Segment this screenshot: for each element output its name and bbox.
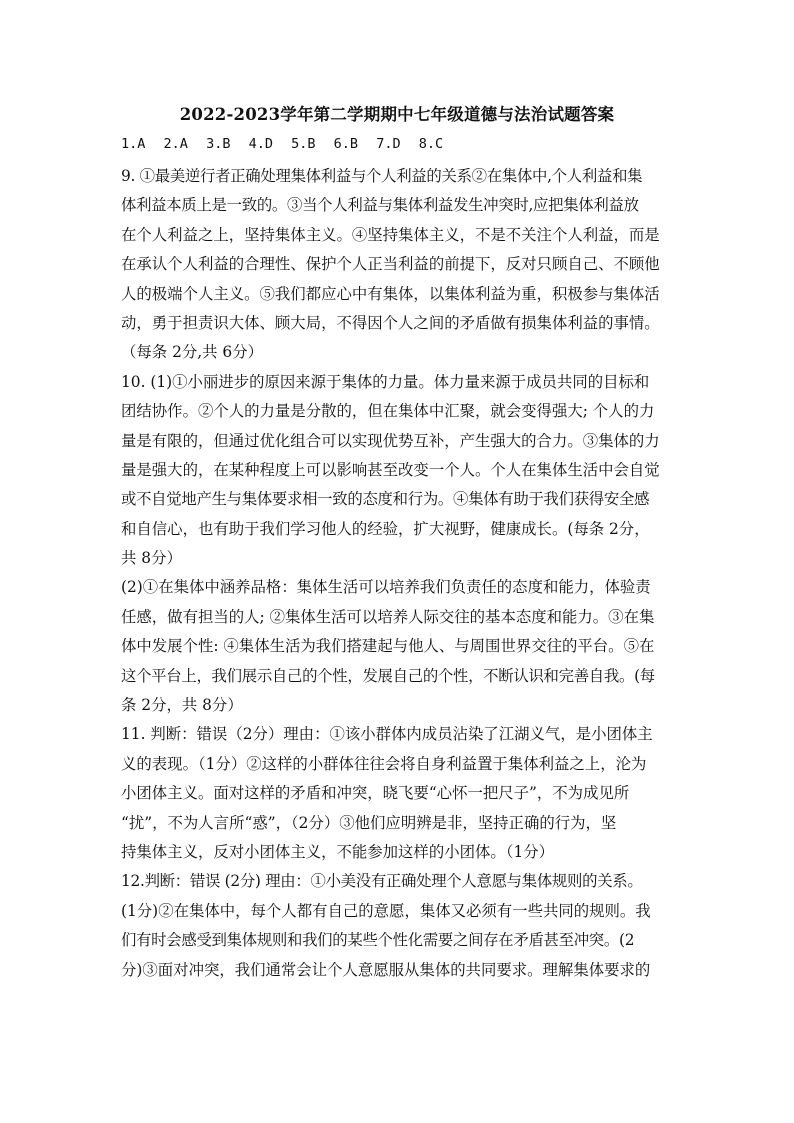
text-line: (2)①在集体中涵养品格：集体生活可以培养我们负责任的态度和能力，体验责 [121, 578, 651, 597]
text-line: 或不自觉地产生与集体要求相一致的态度和行为。④集体有助于我们获得安全感 [121, 490, 650, 509]
text-line: 11. 判断：错误（2分）理由：①该小群体内成员沾染了江湖义气，是小团体主 [121, 725, 653, 744]
text-line: 在个人利益之上，坚持集体主义。④坚持集体主义，不是不关注个人利益，而是 [121, 225, 660, 244]
text-line: 们有时会感受到集体规则和我们的某些个性化需要之间存在矛盾甚至冲突。(2 [121, 931, 635, 950]
text-line: （每条 2分,共 6分） [121, 343, 263, 362]
text-line: 和自信心，也有助于我们学习他人的经验，扩大视野，健康成长。(每条 2分， [121, 519, 650, 538]
choice-answer: 6.B [333, 136, 359, 152]
answer-body [121, 162, 677, 985]
text-line: 义的表现。（1分）②这样的小群体往往会将自身利益置于集体利益之上，沦为 [121, 754, 647, 773]
text-line: 量是强大的，在某种程度上可以影响甚至改变一个人。个人在集体生活中会自觉 [121, 460, 660, 479]
text-line: 12.判断：错误 (2分) 理由：①小美没有正确处理个人意愿与集体规则的关系。 [121, 872, 643, 891]
text-line: 在承认个人利益的合理性、保护个人正当利益的前提下，反对只顾自己、不顾他 [121, 255, 660, 274]
text-line: 9. ①最美逆行者正确处理集体利益与个人利益的关系②在集体中,个人利益和集 [121, 167, 643, 185]
page-title: 2022-2023学年第二学期期中七年级道德与法治试题答案 [179, 105, 615, 124]
text-line: (1分)②在集体中，每个人都有自己的意愿，集体又必须有一些共同的规则。我 [121, 901, 651, 920]
choice-answer: 3.B [206, 136, 231, 152]
choice-answer: 8.C [418, 136, 444, 152]
choice-answer: 4.D [248, 136, 273, 152]
choice-answers [121, 136, 453, 152]
text-line: 团结协作。②个人的力量是分散的，但在集体中汇聚，就会变得强大; 个人的力 [121, 402, 655, 421]
text-line: 量是有限的，但通过优化组合可以实现优势互补，产生强大的合力。③集体的力 [121, 431, 660, 450]
text-line: 10. (1)①小丽进步的原因来源于集体的力量。体力量来源于成员共同的目标和 [121, 372, 650, 391]
text-line: 任感，做有担当的人; ②集体生活可以培养人际交往的基本态度和能力。③在集 [121, 607, 655, 626]
text-line: 持集体主义，反对小团体主义，不能参加这样的小团体。（1分） [121, 842, 555, 861]
text-line: “扰”，不为人言所“惑”，（2分）③他们应明辨是非，坚持正确的行为，坚 [121, 813, 617, 832]
text-line: 这个平台上，我们展示自己的个性，发展自己的个性，不断认识和完善自我。(每 [121, 666, 655, 685]
text-line: 条 2分，共 8分） [121, 696, 243, 715]
choice-answer: 1.A [121, 136, 146, 152]
text-line: 人的极端个人主义。⑤我们都应心中有集体，以集体利益为重，积极参与集体活 [121, 284, 660, 303]
text-line: 体利益本质上是一致的。③当个人利益与集体利益发生冲突时,应把集体利益放 [121, 196, 639, 215]
text-line: 小团体主义。面对这样的矛盾和冲突，晓飞要“心怀一把尺子”，不为成见所 [121, 784, 630, 803]
choice-answer: 7.D [376, 136, 401, 152]
text-line: 共 8分） [121, 549, 182, 568]
choice-answer: 2.A [163, 136, 188, 152]
text-line: 体中发展个性: ④集体生活为我们搭建起与他人、与周围世界交往的平台。⑤在 [121, 637, 655, 656]
text-line: 动，勇于担责识大体、顾大局，不得因个人之间的矛盾做有损集体利益的事情。 [121, 313, 660, 332]
text-line: 分)③面对冲突，我们通常会让个人意愿服从集体的共同要求。理解集体要求的 [121, 960, 651, 979]
choice-answer: 5.B [291, 136, 316, 152]
